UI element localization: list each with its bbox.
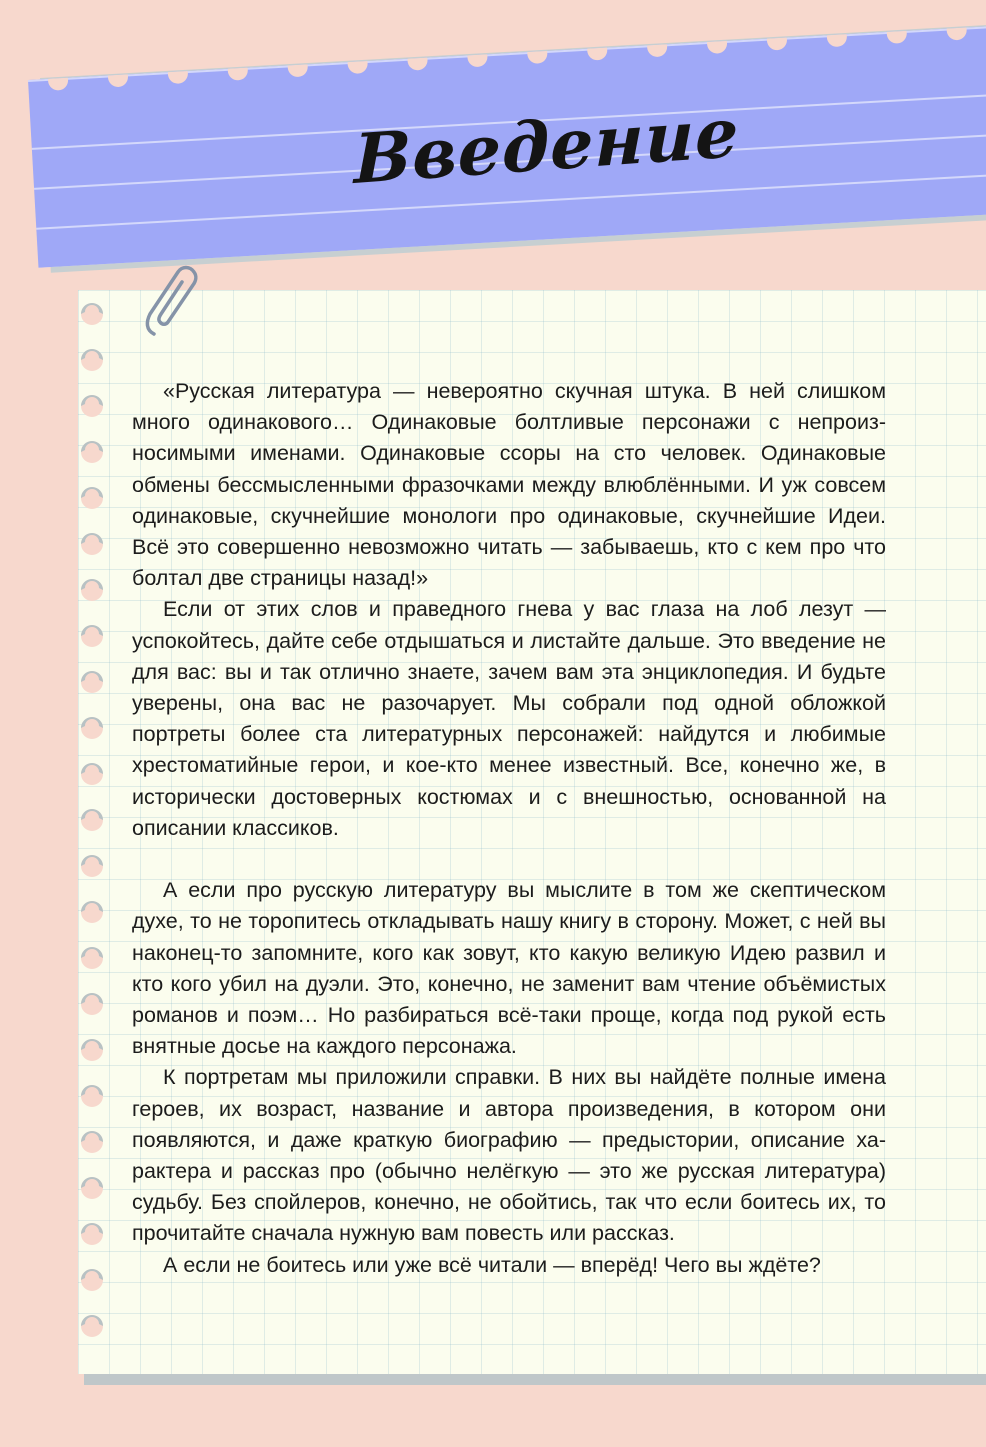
paragraph: «Русская литература — невероятно скучная штука. В ней слишком много одинакового… Одинаковые болтливые персонажи с непроизносимыми именами. Одинаковые ссоры на сто человек. Одинаковые обмены бессмысленными фразочками между влюблёнными. И уж совсем одинаковые, скучнейшие монологи про одинаковые, скучнейшие Идеи. Всё это совершенно невозможно читать — забываешь, кто с кем про что болтал две страницы назад!»	[132, 379, 886, 591]
paragraph: Если от этих слов и праведного гнева у вас глаза на лоб лезут — успокойтесь, дайте себе отдышаться и листайте дальше. Это введение не для вас: вы и так отлично знаете, зачем вам эта энциклопедия. И будьте уверены, она вас не разочарует. Мы собрали под одной обложкой портреты более ста литературных персонажей: найдутся и любимые хрестоматийные герои, и кое-кто менее известный. Все, конечно же, в исторически достоверных костюмах и с внешностью, основанной на описании классиков.	[132, 597, 886, 840]
note-spiral-holes	[72, 290, 112, 1370]
page-title: Введение	[354, 92, 740, 200]
paragraph: А если не боитесь или уже всё читали — вперёд! Чего вы ждёте?	[163, 1252, 821, 1277]
intro-text	[132, 376, 886, 1281]
paragraph: А если про русскую литературу вы мыслите в том же скептическом духе, то не торопитесь откладывать нашу книгу в сторону. Может, с ней вы наконец-то запомните, кого как зовут, кто какую великую Идею развил и кто кого убил на дуэли. Это, конечно, не заменит вам чтение объёмистых романов и поэм… Но разбираться всё-таки проще, когда под рукой есть внятные досье на каждого персонажа.	[132, 878, 886, 1059]
paperclip-icon	[140, 264, 200, 340]
paragraph: К портретам мы приложили справки. В них вы найдёте полные имена героев, их возраст, название и автора произведения, в котором они появляются, и даже краткую биографию — предыстории, описание характера и рассказ про (обычно нелёгкую — это же русская литература) судьбу. Без спойлеров, конечно, не обойтись, так что если боитесь их, то прочитайте сначала нужную вам повесть или рассказ.	[132, 1065, 886, 1246]
header-spiral-holes	[28, 26, 986, 120]
